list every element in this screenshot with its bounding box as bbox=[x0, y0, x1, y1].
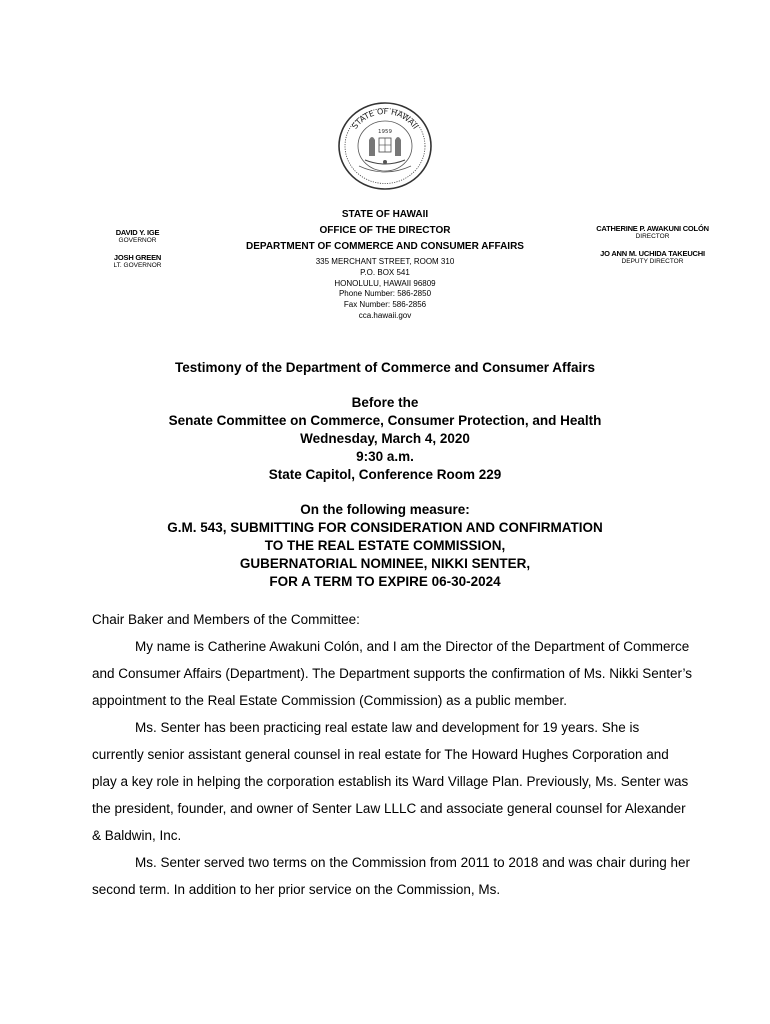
hearing-time: 9:30 a.m. bbox=[356, 449, 414, 464]
salutation: Chair Baker and Members of the Committee: bbox=[92, 612, 360, 627]
lt-governor-name: JOSH GREEN bbox=[113, 253, 162, 262]
director-block bbox=[560, 224, 745, 274]
letterhead-office: OFFICE OF THE DIRECTOR bbox=[319, 225, 451, 236]
measure-intro: On the following measure: bbox=[300, 502, 470, 517]
paragraph-2: Ms. Senter has been practicing real estate law and development for 19 years. She is currently senior assistant general counsel in real estate for The Howard Hughes Corporation and play a key role in helping the corporation establish its Ward Village Plan. Previously, Ms. Senter was the president, founder, and owner of Senter Law LLLC and associate general counsel for Alexander & Baldwin, Inc. bbox=[92, 720, 689, 843]
paragraph-3: Ms. Senter served two terms on the Commission from 2011 to 2018 and was chair during her second term. In addition to her prior service on the Commission, Ms. bbox=[92, 855, 691, 897]
measure-line-3: GUBERNATORIAL NOMINEE, NIKKI SENTER, bbox=[239, 556, 531, 571]
testimony-body bbox=[92, 606, 692, 903]
hearing-location: State Capitol, Conference Room 229 bbox=[268, 467, 502, 482]
phone-number: Phone Number: 586-2850 bbox=[338, 289, 432, 299]
measure-block bbox=[60, 501, 710, 591]
measure-line-4: FOR A TERM TO EXPIRE 06-30-2024 bbox=[269, 574, 501, 589]
governor-name: DAVID Y. IGE bbox=[115, 228, 160, 237]
hearing-committee: Senate Committee on Commerce, Consumer Protection, and Health bbox=[168, 413, 602, 428]
seal-graphic bbox=[335, 100, 435, 192]
hearing-date: Wednesday, March 4, 2020 bbox=[300, 431, 470, 446]
seal-motto: STATE OF HAWAII bbox=[350, 106, 420, 131]
letterhead-state: STATE OF HAWAII bbox=[341, 209, 429, 220]
letterhead bbox=[185, 207, 585, 322]
hearing-before: Before the bbox=[351, 395, 419, 410]
measure-line-1: G.M. 543, SUBMITTING FOR CONSIDERATION AND CONFIRMATION bbox=[167, 520, 603, 535]
lt-governor-title: LT. GOVERNOR bbox=[113, 262, 162, 269]
measure-line-2: TO THE REAL ESTATE COMMISSION, bbox=[264, 538, 506, 553]
governor-title: GOVERNOR bbox=[118, 237, 157, 244]
letterhead-department: DEPARTMENT OF COMMERCE AND CONSUMER AFFAIRS bbox=[246, 241, 524, 252]
testimony-title: Testimony of the Department of Commerce and Consumer Affairs bbox=[174, 360, 596, 375]
fax-number: Fax Number: 586-2856 bbox=[343, 300, 427, 310]
deputy-director-title: DEPUTY DIRECTOR bbox=[621, 258, 684, 265]
state-seal bbox=[335, 100, 435, 192]
address-street: 335 MERCHANT STREET, ROOM 310 bbox=[315, 257, 455, 266]
website: cca.hawaii.gov bbox=[358, 310, 412, 320]
address-city: HONOLULU, HAWAII 96809 bbox=[334, 278, 436, 288]
address-po-box: P.O. BOX 541 bbox=[360, 267, 410, 277]
seal-year: 1959 bbox=[378, 129, 392, 135]
director-name: CATHERINE P. AWAKUNI COLÓN bbox=[596, 224, 709, 233]
hearing-block bbox=[60, 394, 710, 484]
director-title: DIRECTOR bbox=[635, 233, 670, 240]
paragraph-1: My name is Catherine Awakuni Colón, and I am the Director of the Department of Commerce and Consumer Affairs (Department). The Department supports the confirmation of Ms. Nikki Senter’s appointment to the Real Estate Commission (Commission) as a public member. bbox=[92, 639, 693, 708]
deputy-director-name: JO ANN M. UCHIDA TAKEUCHI bbox=[600, 249, 705, 258]
